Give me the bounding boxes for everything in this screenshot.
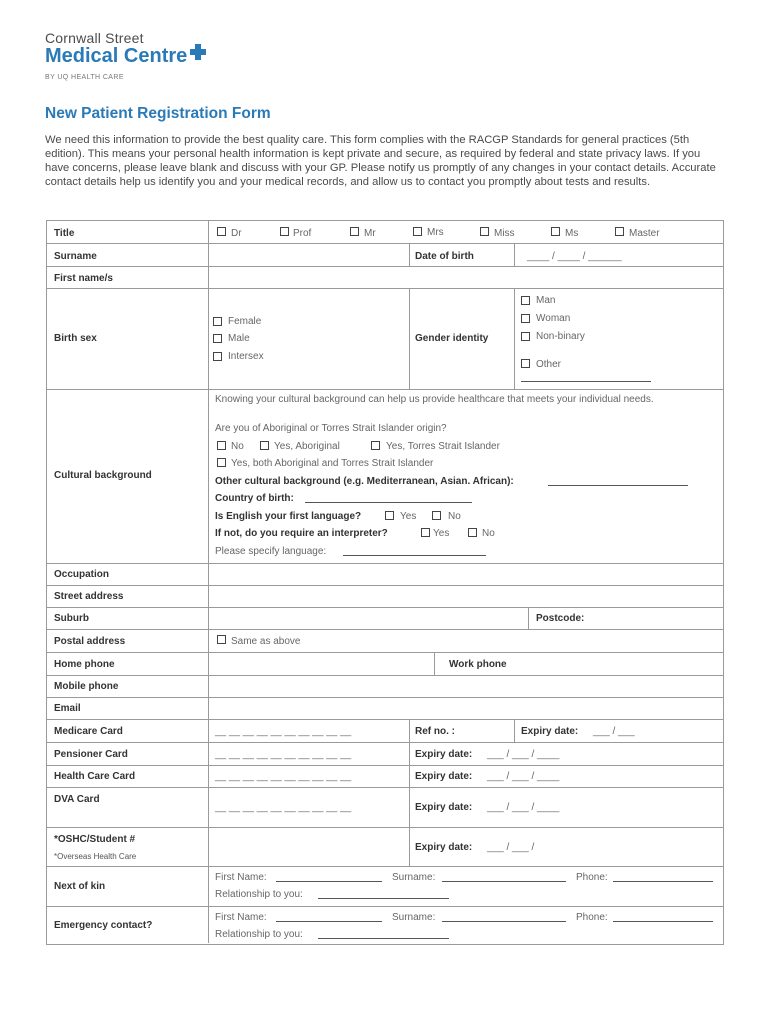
same-as-above-checkbox[interactable] <box>217 635 226 644</box>
birth-sex-female-label: Female <box>228 316 262 327</box>
interpreter-no-label: No <box>482 528 495 539</box>
nok-surname-label: Surname: <box>392 872 436 883</box>
english-yes-label: Yes <box>400 511 417 522</box>
birth-sex-male-checkbox[interactable] <box>213 334 222 343</box>
ec-relationship-line[interactable] <box>318 938 449 939</box>
nok-relationship-label: Relationship to you: <box>215 889 303 900</box>
postal-address-label: Postal address <box>54 636 126 647</box>
gender-other-label: Other <box>536 359 562 370</box>
oshc-note: *Overseas Health Care <box>54 852 137 861</box>
dva-number-field[interactable]: __ __ __ __ __ __ __ __ __ __ <box>215 802 352 813</box>
home-phone-label: Home phone <box>54 659 115 670</box>
oshc-expiry-label: Expiry date: <box>415 842 473 853</box>
country-of-birth-label: Country of birth: <box>215 493 294 504</box>
dva-expiry-label: Expiry date: <box>415 802 473 813</box>
title-miss-checkbox[interactable] <box>480 227 489 236</box>
pensioner-expiry-field[interactable]: ___ / ___ / ____ <box>487 749 560 760</box>
title-master-checkbox[interactable] <box>615 227 624 236</box>
nok-first-name-label: First Name: <box>215 872 267 883</box>
medical-cross-icon <box>190 44 206 60</box>
cultural-intro: Knowing your cultural background can help us provide healthcare that meets your individual needs. <box>215 394 654 405</box>
occupation-label: Occupation <box>54 569 110 580</box>
pensioner-expiry-label: Expiry date: <box>415 749 473 760</box>
ec-first-name-label: First Name: <box>215 912 267 923</box>
birth-sex-male-label: Male <box>228 333 250 344</box>
nok-phone-label: Phone: <box>576 872 608 883</box>
birth-sex-intersex-label: Intersex <box>228 351 264 362</box>
mobile-phone-label: Mobile phone <box>54 681 119 692</box>
title-prof-checkbox[interactable] <box>280 227 289 236</box>
form-title: New Patient Registration Form <box>45 105 271 122</box>
oshc-expiry-field[interactable]: ___ / ___ / <box>487 842 535 853</box>
logo-subtitle: BY UQ HEALTH CARE <box>45 74 124 81</box>
email-label: Email <box>54 703 81 714</box>
english-first-label: Is English your first language? <box>215 511 362 522</box>
dva-expiry-field[interactable]: ___ / ___ / ____ <box>487 802 560 813</box>
gender-nonbinary-label: Non-binary <box>536 331 585 342</box>
title-ms-label: Ms <box>565 228 579 239</box>
ec-surname-label: Surname: <box>392 912 436 923</box>
ec-phone-label: Phone: <box>576 912 608 923</box>
title-ms-checkbox[interactable] <box>551 227 560 236</box>
gender-woman-label: Woman <box>536 313 571 324</box>
ec-relationship-label: Relationship to you: <box>215 929 303 940</box>
dob-field[interactable]: ____ / ____ / ______ <box>527 251 622 262</box>
gender-other-checkbox[interactable] <box>521 359 530 368</box>
atsi-tsi-label: Yes, Torres Strait Islander <box>386 441 500 452</box>
first-name-label: First name/s <box>54 273 113 284</box>
clinic-logo <box>45 30 206 68</box>
title-mrs-label: Mrs <box>427 227 444 238</box>
logo-line-2 <box>45 45 206 68</box>
gender-woman-checkbox[interactable] <box>521 314 530 323</box>
language-line[interactable] <box>343 555 486 556</box>
atsi-aboriginal-label: Yes, Aboriginal <box>274 441 340 452</box>
intro-paragraph: We need this information to provide the best quality care. This form complies with the RACGP Standards for general practices (5th edition). This means your personal health information is kept private and secure, as required by federal and state privacy laws. If you have concerns, please leave blank and discuss with your GP. Please notify us promptly of any changes in your contact details. Accurate contact details help us identify you and your medical records, and allow us to contact you promptly about tests and results. <box>45 134 716 188</box>
atsi-aboriginal-checkbox[interactable] <box>260 441 269 450</box>
interpreter-yes-label: Yes <box>433 528 450 539</box>
english-no-label: No <box>448 511 461 522</box>
next-of-kin-label: Next of kin <box>54 881 106 892</box>
interpreter-yes-checkbox[interactable] <box>421 528 430 537</box>
nok-relationship-line[interactable] <box>318 898 449 899</box>
country-of-birth-line[interactable] <box>305 502 472 503</box>
health-care-expiry-label: Expiry date: <box>415 771 473 782</box>
interpreter-no-checkbox[interactable] <box>468 528 477 537</box>
title-mrs-checkbox[interactable] <box>413 227 422 236</box>
atsi-tsi-checkbox[interactable] <box>371 441 380 450</box>
logo-text: Medical Centre <box>45 45 188 67</box>
logo-line-1: Cornwall Street <box>45 30 144 46</box>
pensioner-label: Pensioner Card <box>54 749 128 760</box>
medicare-expiry-field[interactable]: ___ / ___ <box>593 726 635 737</box>
cultural-background-label: Cultural background <box>54 470 152 481</box>
nok-surname-line[interactable] <box>442 881 566 882</box>
other-cultural-label: Other cultural background (e.g. Mediterranean, Asian. African): <box>215 476 514 487</box>
atsi-no-label: No <box>231 441 244 452</box>
title-mr-checkbox[interactable] <box>350 227 359 236</box>
gender-nonbinary-checkbox[interactable] <box>521 332 530 341</box>
gender-other-line[interactable] <box>521 381 651 382</box>
oshc-label: *OSHC/Student # <box>54 834 136 845</box>
title-dr-checkbox[interactable] <box>217 227 226 236</box>
suburb-label: Suburb <box>54 613 89 624</box>
street-address-label: Street address <box>54 591 124 602</box>
gender-man-checkbox[interactable] <box>521 296 530 305</box>
title-miss-label: Miss <box>494 228 515 239</box>
title-mr-label: Mr <box>364 228 376 239</box>
pensioner-number-field[interactable]: __ __ __ __ __ __ __ __ __ __ <box>215 749 352 760</box>
medicare-label: Medicare Card <box>54 726 123 737</box>
title-label: Title <box>54 228 75 239</box>
surname-label: Surname <box>54 251 97 262</box>
dva-label: DVA Card <box>54 794 100 805</box>
ec-phone-line[interactable] <box>613 921 713 922</box>
medicare-expiry-label: Expiry date: <box>521 726 579 737</box>
same-as-above-label: Same as above <box>231 636 301 647</box>
title-dr-label: Dr <box>231 228 242 239</box>
registration-table <box>46 220 724 945</box>
atsi-no-checkbox[interactable] <box>217 441 226 450</box>
birth-sex-label: Birth sex <box>54 333 97 344</box>
title-prof-label: Prof <box>293 228 312 239</box>
title-master-label: Master <box>629 228 660 239</box>
gender-identity-label: Gender identity <box>415 333 489 344</box>
language-label: Please specify language: <box>215 546 327 557</box>
nok-phone-line[interactable] <box>613 881 713 882</box>
english-no-checkbox[interactable] <box>432 511 441 520</box>
ref-no-label: Ref no. : <box>415 726 455 737</box>
medicare-number-field[interactable]: __ __ __ __ __ __ __ __ __ __ <box>215 726 352 737</box>
other-cultural-line[interactable] <box>548 485 688 486</box>
english-yes-checkbox[interactable] <box>385 511 394 520</box>
health-care-expiry-field[interactable]: ___ / ___ / ____ <box>487 771 560 782</box>
interpreter-label: If not, do you require an interpreter? <box>215 528 388 539</box>
emergency-contact-label: Emergency contact? <box>54 920 153 931</box>
birth-sex-female-checkbox[interactable] <box>213 317 222 326</box>
work-phone-label: Work phone <box>449 659 507 670</box>
atsi-both-checkbox[interactable] <box>217 458 226 467</box>
atsi-question: Are you of Aboriginal or Torres Strait Islander origin? <box>215 423 447 434</box>
ec-first-name-line[interactable] <box>276 921 382 922</box>
atsi-both-label: Yes, both Aboriginal and Torres Strait Islander <box>231 458 434 469</box>
postcode-label: Postcode: <box>536 613 585 624</box>
ec-surname-line[interactable] <box>442 921 566 922</box>
health-care-label: Health Care Card <box>54 771 136 782</box>
birth-sex-intersex-checkbox[interactable] <box>213 352 222 361</box>
dob-label: Date of birth <box>415 251 474 262</box>
health-care-number-field[interactable]: __ __ __ __ __ __ __ __ __ __ <box>215 771 352 782</box>
gender-man-label: Man <box>536 295 556 306</box>
nok-first-name-line[interactable] <box>276 881 382 882</box>
